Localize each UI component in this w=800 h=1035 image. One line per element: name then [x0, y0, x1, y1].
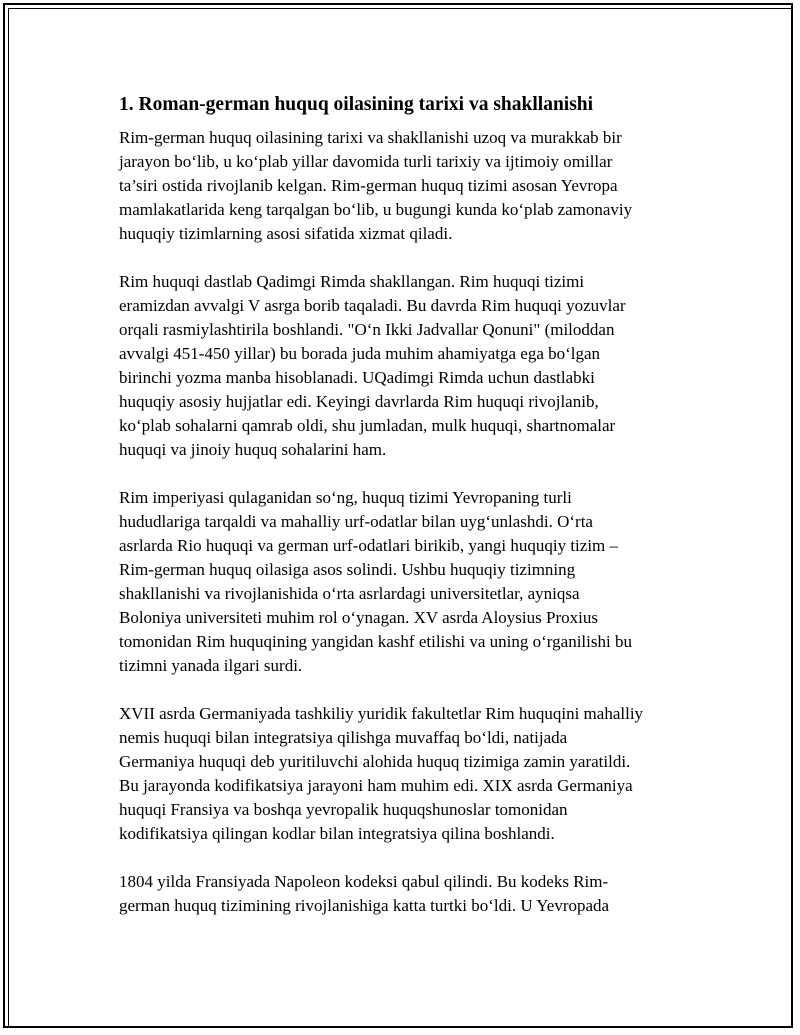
text-line: eramizdan avvalgi V asrga borib taqaladi. Bu davrda Rim huquqi yozuvlar [119, 296, 626, 315]
paragraph-napoleon-code [119, 870, 699, 918]
text-line: Rim-german huquq oilasiga asos solindi. Ushbu huquqiy tizimning [119, 560, 576, 579]
text-line: Bu jarayonda kodifikatsiya jarayoni ham muhim edi. XIX asrda Germaniya [119, 776, 633, 795]
text-line: huquqiy tizimlarning asosi sifatida xizmat qiladi. [119, 224, 453, 243]
text-line: Boloniya universiteti muhim rol o‘ynagan. XV asrda Aloysius Proxius [119, 608, 598, 627]
paragraph-middle-ages [119, 486, 699, 678]
text-line: ta’siri ostida rivojlanib kelgan. Rim-german huquq tizimi asosan Yevropa [119, 176, 618, 195]
text-line: nemis huquqi bilan integratsiya qilishga muvaffaq bo‘ldi, natijada [119, 728, 568, 747]
text-line: mamlakatlarida keng tarqalgan bo‘lib, u bugungi kunda ko‘plab zamonaviy [119, 200, 633, 219]
text-line: german huquq tizimining rivojlanishiga katta turtki bo‘ldi. U Yevropada [119, 896, 610, 915]
text-line: huquqi Fransiya va boshqa yevropalik huquqshunoslar tomonidan [119, 800, 568, 819]
text-line: Rim huquqi dastlab Qadimgi Rimda shakllangan. Rim huquqi tizimi [119, 272, 585, 291]
text-line: XVII asrda Germaniyada tashkiliy yuridik fakultetlar Rim huquqini mahalliy [119, 704, 644, 723]
text-line: orqali rasmiylashtirila boshlandi. "O‘n Ikki Jadvallar Qonuni" (miloddan [119, 320, 615, 339]
text-line: huquqi va jinoiy huquq sohalarini ham. [119, 440, 387, 459]
text-line: tizimni yanada ilgari surdi. [119, 656, 303, 675]
text-line: Rim imperiyasi qulaganidan so‘ng, huquq tizimi Yevropaning turli [119, 488, 572, 507]
text-line: asrlarda Rio huquqi va german urf-odatlari birikib, yangi huquqiy tizim – [119, 536, 619, 555]
text-line: ko‘plab sohalarni qamrab oldi, shu jumladan, mulk huquqi, shartnomalar [119, 416, 616, 435]
text-line: avvalgi 451-450 yillar) bu borada juda muhim ahamiyatga ega bo‘lgan [119, 344, 601, 363]
paragraph-germany [119, 702, 699, 846]
text-line: jarayon bo‘lib, u ko‘plab yillar davomida turli tarixiy va ijtimoiy omillar [119, 152, 613, 171]
section-heading: 1. Roman-german huquq oilasining tarixi va shakllanishi [119, 94, 594, 115]
text-line: kodifikatsiya qilingan kodlar bilan integratsiya qilina boshlandi. [119, 824, 555, 843]
text-line: shakllanishi va rivojlanishida o‘rta asrlardagi universitetlar, ayniqsa [119, 584, 580, 603]
text-line: birinchi yozma manba hisoblanadi. UQadimgi Rimda uchun dastlabki [119, 368, 595, 387]
text-line: Germaniya huquqi deb yuritiluvchi alohida huquq tizimiga zamin yaratildi. [119, 752, 631, 771]
text-line: Rim-german huquq oilasining tarixi va shakllanishi uzoq va murakkab bir [119, 128, 622, 147]
text-line: hududlariga tarqaldi va mahalliy urf-odatlar bilan uyg‘unlashdi. O‘rta [119, 512, 593, 531]
text-line: 1804 yilda Fransiyada Napoleon kodeksi qabul qilindi. Bu kodeks Rim- [119, 872, 609, 891]
text-line: tomonidan Rim huquqining yangidan kashf etilishi va uning o‘rganilishi bu [119, 632, 632, 651]
text-line: huquqiy asosiy hujjatlar edi. Keyingi davrlarda Rim huquqi rivojlanib, [119, 392, 599, 411]
paragraph-intro [119, 126, 699, 246]
paragraph-roman-law-origins [119, 270, 699, 462]
document-body [119, 92, 699, 942]
